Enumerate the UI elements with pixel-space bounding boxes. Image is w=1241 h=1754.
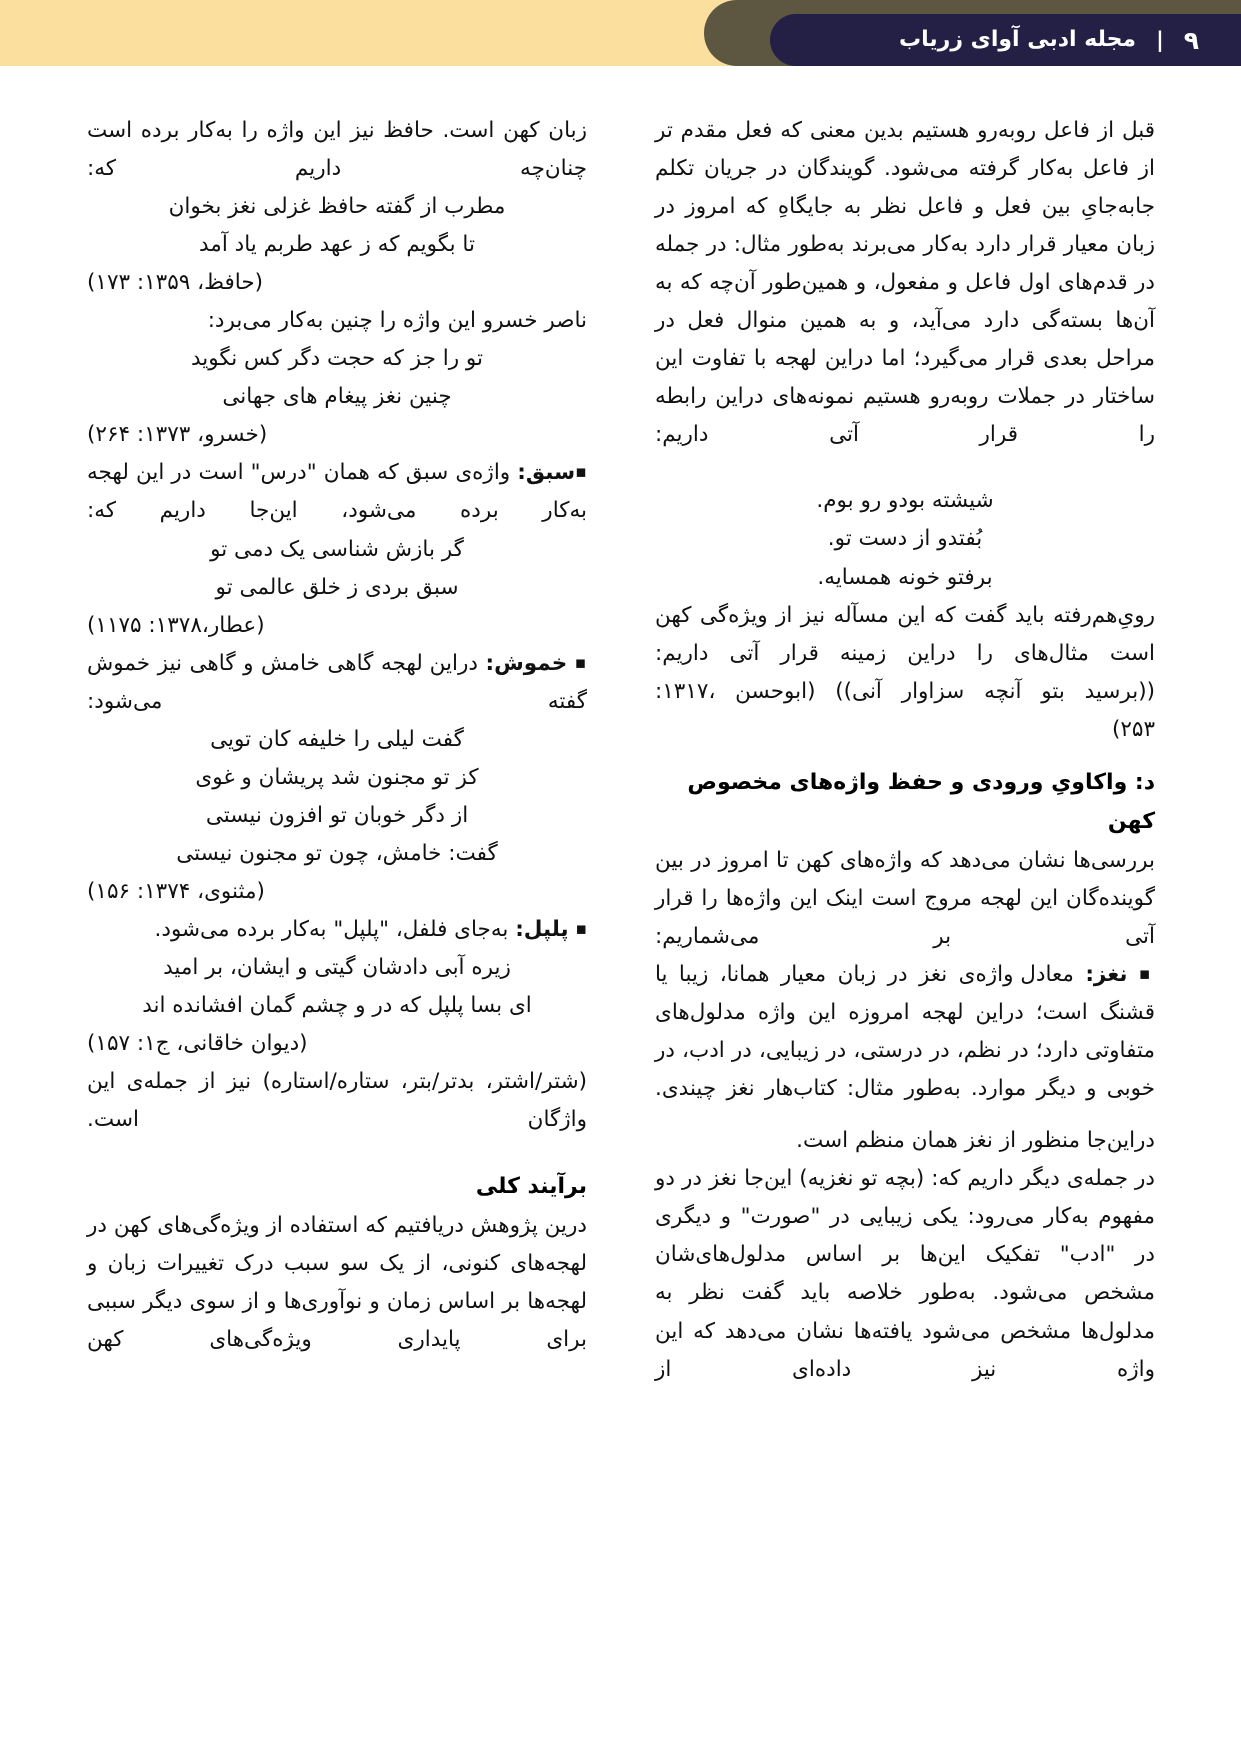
header-content xyxy=(770,14,1241,66)
right-paragraph-3: بررسی‌ها نشان می‌دهد که واژه‌های کهن تا امروز در بین گوینده‌گان این لهجه مروج است اینک این واژه‌ها را قرار آتی بر می‌شماریم: xyxy=(655,847,1155,950)
bullet-icon: ▪ xyxy=(574,652,587,673)
citation-khaqani: (دیوان خاقانی، ج۱: ۱۵۷) xyxy=(87,1031,308,1057)
right-paragraph-5: در جمله‌ی دیگر داریم که: (بچه تو نغزیه) این‌جا نغز در دو مفهوم به‌کار می‌رود: یکی زیبایی در "صورت" و دیگری در "ادب" تفکیک این‌ها بر اساس مدلول‌های‌شان مشخص می‌شود. به‌طور خلاصه باید گفت نظر به مدلول‌ها مشخص می‌شود یافته‌ها نشان می‌دهد که این واژه نیز داده‌ای از xyxy=(655,1166,1155,1382)
column-right xyxy=(655,112,1155,1512)
header-navy-band xyxy=(770,14,1241,66)
spacer xyxy=(655,454,1155,482)
citation-khosro: (خسرو، ۱۳۷۳: ۲۶۴) xyxy=(87,422,268,448)
example-line-2: بُفتدو از دست تو. xyxy=(827,526,983,552)
right-paragraph-2: رویِ‌هم‌رفته باید گفت که این مسآله نیز از ویژه‌گی کهن است مثال‌های را دراین زمینه قرار آتی داریم: xyxy=(655,602,1155,666)
left-paragraph-3: (شتر/اشتر، بدتر/بتر، ستاره/استاره) نیز از جمله‌ی این واژگان است. xyxy=(87,1069,587,1133)
right-paragraph-1: قبل از فاعل روبه‌رو هستیم بدین معنی که فعل مقدم تر از فاعل به‌کار گرفته می‌شود. گویندگان در جریان تکلم جابه‌جایِ بین فعل و فاعل نظر به جایگاهِ که امروز در زبان معیار قرار دارد به‌کار می‌برند به‌طور مثال: در جمله در قدم‌های اول فاعل و مفعول، و همین‌طور آن‌چه که به آن‌ها بسته‌گی دارد می‌آید، و به همین منوال فعل در مراحل بعدی قرار می‌گیرد؛ اما دراین لهجه با تفاوت این ساختار در جملات روبه‌رو هستیم نمونه‌های دراین رابطه را قرار آتی داریم: xyxy=(655,118,1155,448)
verse-attar-line-2: سبق بردی ز خلق عالمی تو xyxy=(215,574,459,600)
bullet-icon: ▪ xyxy=(1138,964,1155,985)
spacer xyxy=(87,1139,587,1167)
entry-khamush-label: خموش: xyxy=(485,650,568,676)
journal-title: مجله ادبی آوای زریاب xyxy=(899,27,1137,52)
left-paragraph-2: ناصر خسرو این واژه را چنین به‌کار می‌برد: xyxy=(207,308,587,334)
section-heading-d: د: واکاویِ ورودی و حفظ واژه‌های مخصوص کهن xyxy=(687,769,1155,835)
header-separator: | xyxy=(1156,27,1164,52)
entry-khamush xyxy=(87,645,587,721)
left-paragraph-4: درین پژوهش دریافتیم که استفاده از ویژه‌گی‌های کهن در لهجه‌های کنونی، از یک سو سبب درک تغییرات زبان و لهجه‌ها بر اساس زمان و نوآوری‌ها و از سوی دیگر سببی برای پایداری ویژه‌گی‌های کهن xyxy=(87,1212,587,1352)
verse-masnavi-line-3: از دگر خوبان تو افزون نیستی xyxy=(205,802,469,828)
entry-pilpil-body: به‌جای فلفل، "پلپل" به‌کار برده می‌شود. xyxy=(154,916,509,942)
right-citation-abuhasan-page: ۲۵۳) xyxy=(1111,716,1155,742)
verse-khosro-line-1: تو را جز که حجت دگر کس نگوید xyxy=(190,346,484,372)
citation-masnavi: (مثنوی، ۱۳۷۴: ۱۵۶) xyxy=(87,878,265,904)
example-block-dialect xyxy=(655,482,1155,596)
right-paragraph-4: دراین‌جا منظور از نغز همان منظم است. xyxy=(796,1128,1155,1154)
left-paragraph-1: زبان کهن است. حافظ نیز این واژه را به‌کار برده است چنان‌چه داریم که: xyxy=(87,118,587,182)
verse-khaqani-line-2: ای بسا پلپل که در و چشم گمان افشانده اند xyxy=(142,993,532,1019)
entry-sabaq-label: سبق: xyxy=(517,460,576,486)
entry-pilpil-label: پلپل: xyxy=(515,916,569,942)
spacer xyxy=(655,749,1155,763)
section-heading-conclusion: برآیند کلی xyxy=(475,1174,587,1200)
page-body xyxy=(86,112,1155,1512)
verse-hafez-line-2: تا بگویم که ز عهد طربم یاد آمد xyxy=(199,232,475,258)
verse-attar-line-1: گر بازش شناسی یک دمی تو xyxy=(210,536,464,562)
entry-sabaq-body: واژه‌ی سبق که همان "درس" است در این لهجه به‌کار برده می‌شود، این‌جا داریم که: xyxy=(87,460,587,524)
page-header xyxy=(0,0,1241,66)
entry-sabaq xyxy=(87,454,587,530)
spacer xyxy=(655,1108,1155,1122)
entry-pilpil xyxy=(87,911,587,949)
verse-masnavi-line-2: کز تو مجنون شد پریشان و غوی xyxy=(195,764,479,790)
citation-attar: (عطار،۱۳۷۸: ۱۱۷۵) xyxy=(87,612,265,638)
bullet-icon: ▪ xyxy=(575,462,587,483)
entry-naghz-body: معادل واژه‌ی نغز در زبان معیار همانا، زیبا یا قشنگ است؛ دراین لهجه امروزه این واژه مدلول‌های متفاوتی دارد؛ در نظم، در درستی، در زیبایی، در ادب، در خوبی و دیگر موارد. به‌طور مثال: کتاب‌هار نغز چیندی. xyxy=(655,962,1155,1102)
entry-naghz-label: نغز: xyxy=(1085,962,1128,988)
example-line-3: برفتو خونه همسایه. xyxy=(817,564,993,590)
verse-masnavi-line-1: گفت لیلی را خلیفه کان تویی xyxy=(210,726,464,752)
verse-khosro-line-2: چنین نغز پیغام های جهانی xyxy=(222,384,452,410)
citation-hafez: (حافظ، ۱۳۵۹: ۱۷۳) xyxy=(87,270,264,296)
verse-hafez-line-1: مطرب از گفته حافظ غزلی نغز بخوان xyxy=(168,194,506,220)
verse-khaqani-line-1: زیره آبی دادشان گیتی و ایشان، بر امید xyxy=(163,955,511,981)
entry-naghz xyxy=(655,956,1155,1108)
right-citation-abuhasan: ((برسید بتو آنچه سزاوار آنی)) (ابوحسن ،۱۳۱۷: xyxy=(655,678,1155,704)
bullet-icon: ▪ xyxy=(575,918,587,939)
verse-masnavi-line-4: گفت: خامش، چون تو مجنون نیستی xyxy=(176,840,498,866)
column-left xyxy=(87,112,587,1512)
page-number: ۹ xyxy=(1183,25,1199,55)
entry-khamush-body: دراین لهجه گاهی خامش و گاهی نیز خموش گفته می‌شود: xyxy=(87,650,587,714)
example-line-1: شیشته بودو رو بوم. xyxy=(816,488,994,514)
